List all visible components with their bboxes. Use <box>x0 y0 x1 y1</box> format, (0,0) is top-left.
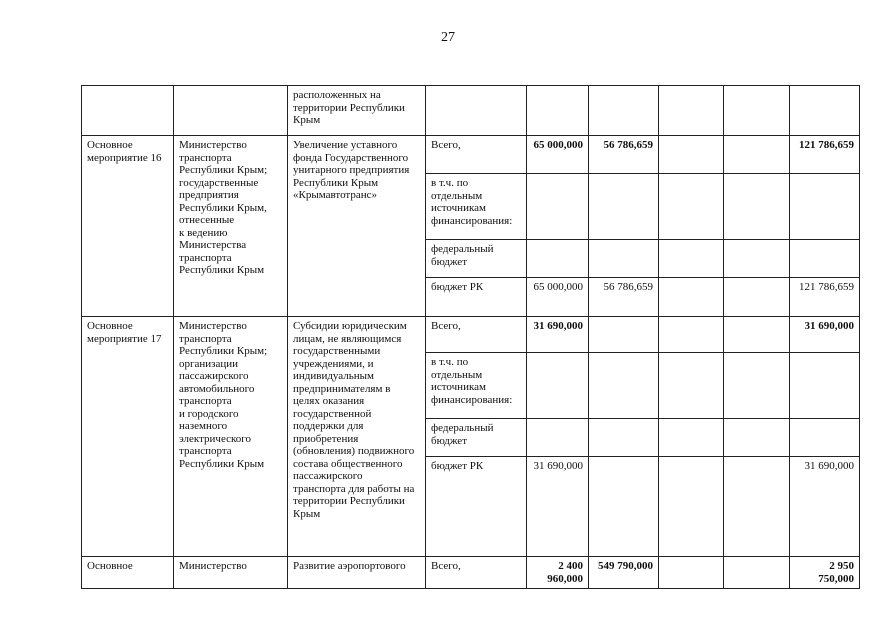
cell-empty <box>527 419 589 457</box>
cell-empty <box>790 240 860 278</box>
funding-source-rk: бюджет РК <box>426 457 527 557</box>
table-row <box>82 136 860 174</box>
amount-cell: 31 690,000 <box>527 317 589 353</box>
event-name: Основное мероприятие 17 <box>82 317 174 557</box>
amount-cell: 56 786,659 <box>589 278 659 317</box>
funding-source-federal: федеральный бюджет <box>426 419 527 457</box>
cell-empty <box>659 557 724 589</box>
amount-cell: 65 000,000 <box>527 278 589 317</box>
cell-empty <box>724 353 790 419</box>
event-executor: Министерство <box>174 557 288 589</box>
table-row <box>82 86 860 136</box>
funding-source-breakdown: в т.ч. по отдельным источникам финансирования: <box>426 174 527 240</box>
funding-source-total: Всего, <box>426 317 527 353</box>
cell-empty <box>724 278 790 317</box>
amount-total-cell: 121 786,659 <box>790 136 860 174</box>
cell-empty <box>724 419 790 457</box>
amount-total-cell: 31 690,000 <box>790 317 860 353</box>
cell-empty <box>527 240 589 278</box>
cell-empty <box>527 86 589 136</box>
cell-empty <box>724 240 790 278</box>
page-number: 27 <box>441 30 455 45</box>
amount-total-cell: 31 690,000 <box>790 457 860 557</box>
cell-empty <box>527 174 589 240</box>
funding-source-breakdown: в т.ч. по отдельным источникам финансирования: <box>426 353 527 419</box>
amount-total-cell: 2 950 750,000 <box>790 557 860 589</box>
amount-total-cell: 121 786,659 <box>790 278 860 317</box>
cell-empty <box>82 86 174 136</box>
cell-empty <box>724 86 790 136</box>
table-row <box>82 317 860 353</box>
cell-empty <box>659 457 724 557</box>
cell-empty <box>426 86 527 136</box>
cell-empty <box>659 353 724 419</box>
cell-empty <box>659 174 724 240</box>
cell-empty <box>659 317 724 353</box>
funding-source-total: Всего, <box>426 136 527 174</box>
event-description: Увеличение уставного фонда Государственного унитарного предприятия Республики Крым «Крымавтотранс» <box>288 136 426 317</box>
amount-cell: 65 000,000 <box>527 136 589 174</box>
cell-empty <box>790 174 860 240</box>
cell-empty <box>790 353 860 419</box>
cell-empty <box>724 457 790 557</box>
cell-empty <box>589 353 659 419</box>
event-executor: Министерство транспорта Республики Крым; организации пассажирского автомобильного транспорта и городского наземного электрического транспорта Республики Крым <box>174 317 288 557</box>
cell-empty <box>589 240 659 278</box>
cell-empty <box>659 136 724 174</box>
event-description: Развитие аэропортового <box>288 557 426 589</box>
table-row <box>82 557 860 589</box>
cell-empty <box>790 86 860 136</box>
event-description: расположенных на территории Республики Крым <box>288 86 426 136</box>
cell-empty <box>659 278 724 317</box>
funding-source-rk: бюджет РК <box>426 278 527 317</box>
cell-empty <box>659 86 724 136</box>
funding-source-federal: федеральный бюджет <box>426 240 527 278</box>
cell-empty <box>659 419 724 457</box>
cell-empty <box>724 557 790 589</box>
cell-empty <box>790 419 860 457</box>
funding-table <box>81 85 860 589</box>
cell-empty <box>589 457 659 557</box>
cell-empty <box>589 419 659 457</box>
amount-cell: 56 786,659 <box>589 136 659 174</box>
event-description: Субсидии юридическим лицам, не являющимся государственными учреждениями, и индивидуальным предпринимателям в целях оказания государственной поддержки для приобретения (обновления) подвижного состава общественного пассажирского транспорта для работы на территории Республики Крым <box>288 317 426 557</box>
cell-empty <box>724 174 790 240</box>
event-executor: Министерство транспорта Республики Крым; государственные предприятия Республики Крым, отнесенные к ведению Министерства транспорта Республики Крым <box>174 136 288 317</box>
event-name: Основное мероприятие 16 <box>82 136 174 317</box>
cell-empty <box>724 136 790 174</box>
cell-empty <box>659 240 724 278</box>
cell-empty <box>527 353 589 419</box>
cell-empty <box>589 86 659 136</box>
funding-source-total: Всего, <box>426 557 527 589</box>
event-name: Основное <box>82 557 174 589</box>
cell-empty <box>589 174 659 240</box>
cell-empty <box>589 317 659 353</box>
amount-cell: 2 400 960,000 <box>527 557 589 589</box>
amount-cell: 31 690,000 <box>527 457 589 557</box>
amount-cell: 549 790,000 <box>589 557 659 589</box>
cell-empty <box>174 86 288 136</box>
cell-empty <box>724 317 790 353</box>
